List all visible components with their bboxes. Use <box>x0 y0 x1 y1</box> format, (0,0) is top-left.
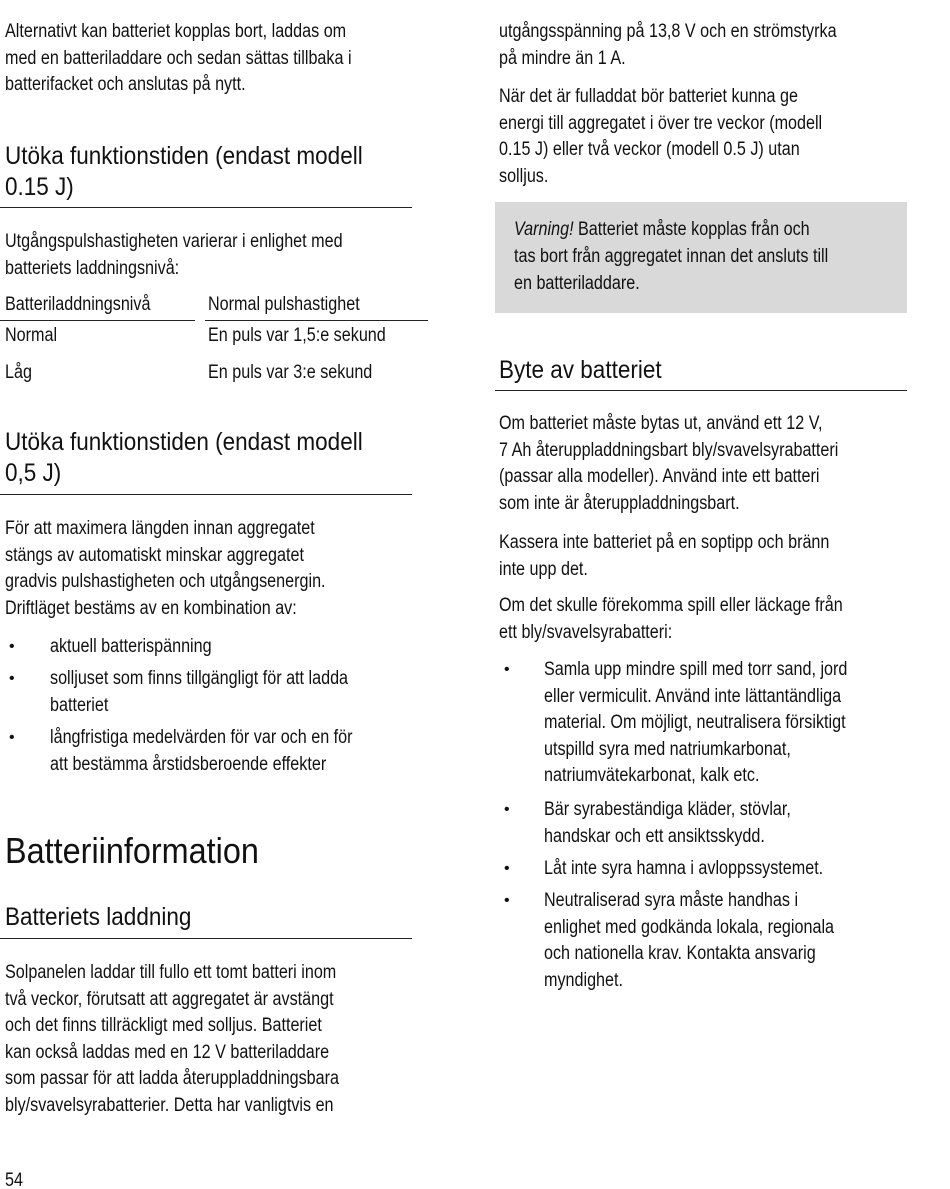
text-line: 0.15 J) <box>5 173 74 201</box>
table-cell: En puls var 3:e sekund <box>208 362 373 383</box>
heading-extend-015 <box>5 141 402 203</box>
text-line: myndighet. <box>544 969 624 991</box>
table-rule <box>0 320 195 321</box>
text-line: med en batteriladdare och sedan sättas tillbaka i <box>5 47 352 69</box>
bullet-icon: • <box>9 638 15 655</box>
text-line: Om batteriet måste bytas ut, använd ett 12 V, <box>499 413 823 434</box>
page-number: 54 <box>5 1170 23 1189</box>
text-line: energi till aggregatet i över tre veckor (modell <box>499 112 823 134</box>
text-line: ett bly/svavelsyrabatteri: <box>499 621 673 643</box>
text-line: stängs av automatiskt minskar aggregatet <box>5 544 304 566</box>
text-line: utgångsspänning på 13,8 V och en strömstyrka <box>499 21 837 42</box>
text-line: Solpanelen laddar till fullo ett tomt batteri inom <box>5 962 337 983</box>
heading-extend-05 <box>5 427 402 489</box>
heading-rule <box>0 494 412 495</box>
text-line: aktuell batterispänning <box>50 636 212 657</box>
text-line: Neutraliserad syra måste handhas i <box>544 890 799 911</box>
text-line: på mindre än 1 A. <box>499 47 626 69</box>
warning-line: tas bort från aggregatet innan det ansluts till <box>514 246 829 267</box>
text-line: batteriet <box>50 694 109 716</box>
text-line: batteriets laddningsnivå: <box>5 257 180 279</box>
text-line: När det är fulladdat bör batteriet kunna ge <box>499 86 798 107</box>
bullet-icon: • <box>504 801 510 818</box>
section-title: Batteriinformation <box>5 830 259 871</box>
paragraph-spill <box>499 593 903 646</box>
text-line: solljus. <box>499 165 549 187</box>
table-cell: En puls var 1,5:e sekund <box>208 325 386 346</box>
table-cell: Normal <box>5 325 58 346</box>
text-line: (passar alla modeller). Använd inte ett batteri <box>499 466 820 488</box>
heading-rule <box>0 938 412 939</box>
text-line: Alternativt kan batteriet kopplas bort, laddas om <box>5 21 347 42</box>
intro-paragraph <box>5 19 413 99</box>
text-line: och det finns tillräckligt med solljus. Batteriet <box>5 1015 322 1037</box>
text-line: Batteriets laddning <box>5 903 192 931</box>
list-item <box>50 725 406 778</box>
text-line: Bär syrabeständiga kläder, stövlar, <box>544 799 791 820</box>
table-rule <box>205 320 428 321</box>
text-line: Kassera inte batteriet på en soptipp och bränn <box>499 532 830 553</box>
bullet-icon: • <box>504 661 510 678</box>
bullet-icon: • <box>504 860 510 877</box>
text-line: enlighet med godkända lokala, regionala <box>544 916 835 938</box>
text-line: Utöka funktionstiden (endast modell <box>5 428 363 456</box>
text-line: 0.15 J) eller två veckor (modell 0.5 J) utan <box>499 139 800 161</box>
table-header: Normal pulshastighet <box>208 294 360 315</box>
text-line: För att maximera längden innan aggregatet <box>5 518 315 539</box>
text-line: Driftläget bestäms av en kombination av: <box>5 597 297 619</box>
table-cell: Låg <box>5 362 32 383</box>
bullet-icon: • <box>9 670 15 687</box>
list-item <box>544 888 885 994</box>
warning-box <box>495 202 907 313</box>
warning-line <box>514 217 810 244</box>
paragraph-pulse-rate <box>5 229 402 282</box>
text-line: Byte av batteriet <box>499 356 662 384</box>
text-line: Utöka funktionstiden (endast modell <box>5 142 363 170</box>
text-line: solljuset som finns tillgängligt för att ladda <box>50 668 349 689</box>
heading-charging <box>5 902 212 933</box>
text-line: gradvis pulshastigheten och utgångsenergin. <box>5 571 326 593</box>
text-line: utspilld syra med natriumkarbonat, <box>544 738 791 760</box>
text-line: Låt inte syra hamna i avloppssystemet. <box>544 858 824 879</box>
paragraph-full-charge <box>499 84 879 190</box>
text-line: material. Om möjligt, neutralisera försiktigt <box>544 712 846 734</box>
text-line: handskar och ett ansiktsskydd. <box>544 825 765 847</box>
text-line: Utgångspulshastigheten varierar i enlighet med <box>5 231 343 252</box>
warning-line: en batteriladdare. <box>514 273 640 294</box>
warning-text: Batteriet måste kopplas från och <box>573 219 810 240</box>
text-line: som passar för att ladda återuppladdningsbara <box>5 1068 339 1090</box>
text-line: eller vermiculit. Använd inte lättantändliga <box>544 685 842 707</box>
text-line: 7 Ah återuppladdningsbart bly/svavelsyrabatteri <box>499 439 839 461</box>
text-line: 0,5 J) <box>5 459 62 487</box>
warning-label: Varning! <box>514 219 574 240</box>
list-item <box>50 634 240 661</box>
text-line: Om det skulle förekomma spill eller läckage från <box>499 595 843 616</box>
text-line: bly/svavelsyrabatterier. Detta har vanligtvis en <box>5 1094 334 1116</box>
text-line: två veckor, förutsatt att aggregatet är avstängt <box>5 988 334 1010</box>
list-item <box>544 856 872 883</box>
text-line: långfristiga medelvärden för var och en för <box>50 727 353 748</box>
text-line: att bestämma årstidsberoende effekter <box>50 753 327 775</box>
text-line: Samla upp mindre spill med torr sand, jord <box>544 659 848 680</box>
paragraph-charging <box>5 960 398 1120</box>
heading-replace-battery <box>499 355 680 386</box>
heading-rule <box>495 390 907 391</box>
text-line: batterifacket och anslutas på nytt. <box>5 74 246 96</box>
bullet-icon: • <box>9 729 15 746</box>
bullet-icon: • <box>504 892 510 909</box>
paragraph-disposal <box>499 530 888 583</box>
list-item <box>544 657 901 790</box>
paragraph-output-voltage <box>499 19 896 72</box>
paragraph-operating-mode <box>5 516 382 622</box>
text-line: inte upp det. <box>499 558 588 580</box>
paragraph-replace <box>499 411 898 517</box>
list-item <box>50 666 401 719</box>
text-line: kan också laddas med en 12 V batteriladdare <box>5 1041 330 1063</box>
table-header: Batteriladdningsnivå <box>5 294 151 315</box>
text-line: och nationella krav. Kontakta ansvarig <box>544 943 816 965</box>
list-item <box>544 797 834 850</box>
heading-rule <box>0 207 412 208</box>
text-line: natriumvätekarbonat, kalk etc. <box>544 765 760 787</box>
text-line: som inte är återuppladdningsbart. <box>499 492 740 514</box>
